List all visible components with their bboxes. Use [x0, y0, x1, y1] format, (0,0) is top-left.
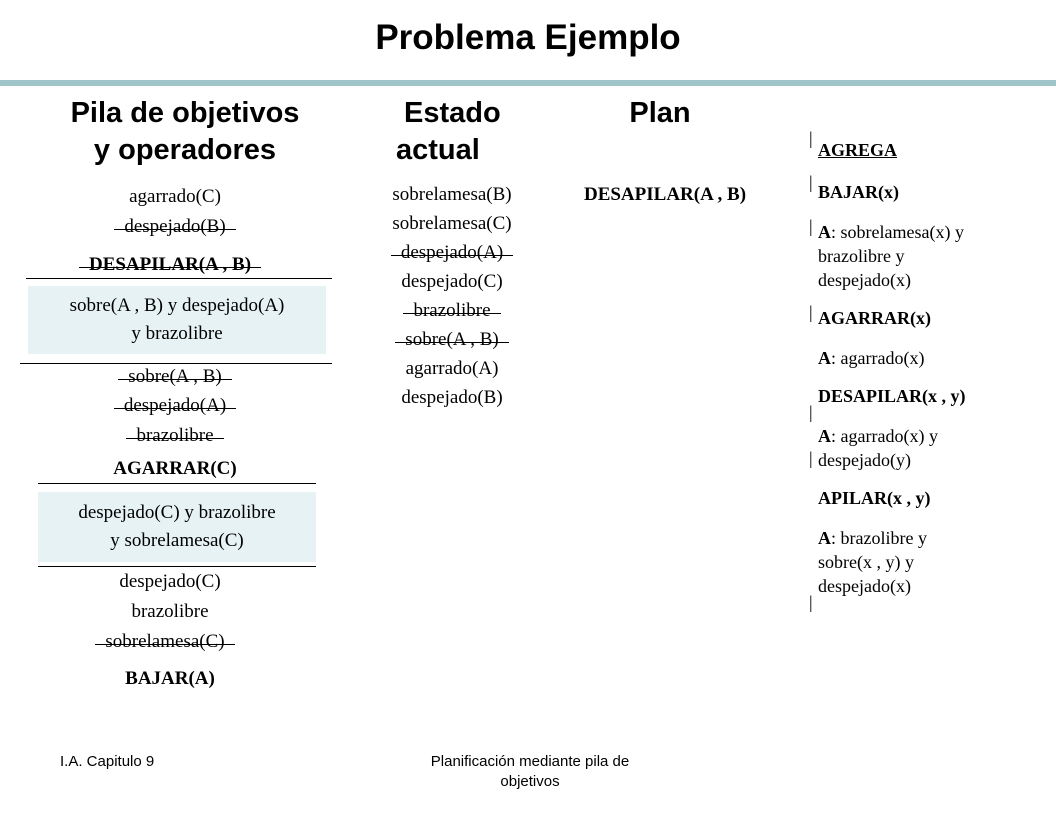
operator-name: APILAR(x , y) [818, 488, 931, 508]
state-fact: sobrelamesa(B) [392, 184, 512, 205]
page-title: Problema Ejemplo [375, 18, 681, 57]
stack-operator: AGARRAR(C) [113, 458, 237, 479]
add-continuation: sobre(x , y) y [818, 552, 914, 572]
add-text: : agarrado(x) y [831, 426, 938, 446]
stack-separator [26, 278, 332, 279]
add-continuation: despejado(x) [818, 270, 911, 290]
stack-goal-text: despejado(A) [124, 391, 226, 421]
occluded-text-fragment: | [809, 448, 813, 468]
state-fact [352, 296, 552, 326]
stack-goal [60, 627, 270, 657]
add-text: : agarrado(x) [831, 348, 925, 368]
operator-name: BAJAR(x) [818, 182, 899, 202]
add-text: : brazolibre y [831, 528, 927, 548]
stack-goal-text: despejado(B) [124, 212, 225, 242]
stack-goal [70, 362, 280, 392]
occluded-text-fragment: | [809, 302, 813, 322]
operators-panel [818, 128, 1048, 598]
operators-panel-heading: AGREGA [818, 140, 898, 160]
plan-header: Plan [629, 97, 691, 129]
plan-step: DESAPILAR(A , B) [583, 184, 747, 205]
operator-add-list [818, 346, 1048, 370]
stack-goal [70, 391, 280, 421]
add-label: A [818, 528, 831, 548]
stack-separator [38, 483, 316, 484]
stack-goal [70, 212, 280, 242]
occluded-text-fragment: | [809, 128, 813, 148]
stack-precondition-box [28, 286, 326, 354]
state-fact: sobrelamesa(C) [392, 213, 512, 234]
occluded-text-fragment: | [809, 402, 813, 422]
box-line: y sobrelamesa(C) [110, 530, 244, 551]
stack-goal-text: brazolibre [136, 421, 213, 451]
operator-add-list [818, 220, 1048, 244]
operator-add-list [818, 424, 1048, 448]
add-label: A [818, 348, 831, 368]
stack-goal: despejado(C) [119, 571, 221, 592]
state-fact [352, 325, 552, 355]
add-label: A [818, 426, 831, 446]
operator-add-list [818, 526, 1048, 550]
footer-topic-line1: Planificación mediante pila de [430, 753, 630, 770]
state-fact-text: sobre(A , B) [405, 325, 498, 355]
state-header [396, 95, 501, 169]
stack-header-line1: Pila de objetivos [70, 97, 300, 129]
occluded-text-fragment: | [809, 216, 813, 236]
state-fact [352, 238, 552, 268]
state-header-line2: actual [396, 134, 480, 166]
box-line: y brazolibre [131, 323, 223, 344]
operator-name: DESAPILAR(x , y) [818, 386, 966, 406]
stack-precondition-box [38, 492, 316, 562]
state-fact: despejado(C) [401, 271, 503, 292]
occluded-text-fragment: | [809, 592, 813, 612]
add-continuation: despejado(x) [818, 576, 911, 596]
stack-operator: BAJAR(A) [125, 668, 215, 689]
stack-header-line2: y operadores [93, 134, 277, 166]
state-fact: despejado(B) [401, 387, 503, 408]
operator-name: AGARRAR(x) [818, 308, 931, 328]
stack-goal [70, 421, 280, 451]
stack-operator [50, 250, 290, 280]
footer-topic-line2: objetivos [500, 773, 560, 790]
stack-goal: brazolibre [131, 601, 209, 622]
state-fact-text: despejado(A) [401, 238, 503, 268]
box-line: sobre(A , B) y despejado(A) [69, 295, 285, 316]
footer-chapter: I.A. Capitulo 9 [60, 753, 155, 770]
stack-goal-text: sobre(A , B) [128, 362, 221, 392]
add-continuation: brazolibre y [818, 246, 905, 266]
add-continuation: despejado(y) [818, 450, 911, 470]
occluded-text-fragment: | [809, 172, 813, 192]
state-fact-text: brazolibre [413, 296, 490, 326]
add-label: A [818, 222, 831, 242]
stack-goal: agarrado(C) [129, 186, 221, 207]
state-header-line1: Estado [404, 97, 501, 129]
stack-goal-text: sobrelamesa(C) [105, 627, 224, 657]
stack-operator-text: DESAPILAR(A , B) [89, 250, 251, 280]
title-divider [0, 80, 1056, 86]
state-fact: agarrado(A) [405, 358, 499, 379]
add-text: : sobrelamesa(x) y [831, 222, 964, 242]
box-line: despejado(C) y brazolibre [78, 502, 276, 523]
footer-topic [380, 752, 680, 792]
stack-header [40, 95, 330, 169]
